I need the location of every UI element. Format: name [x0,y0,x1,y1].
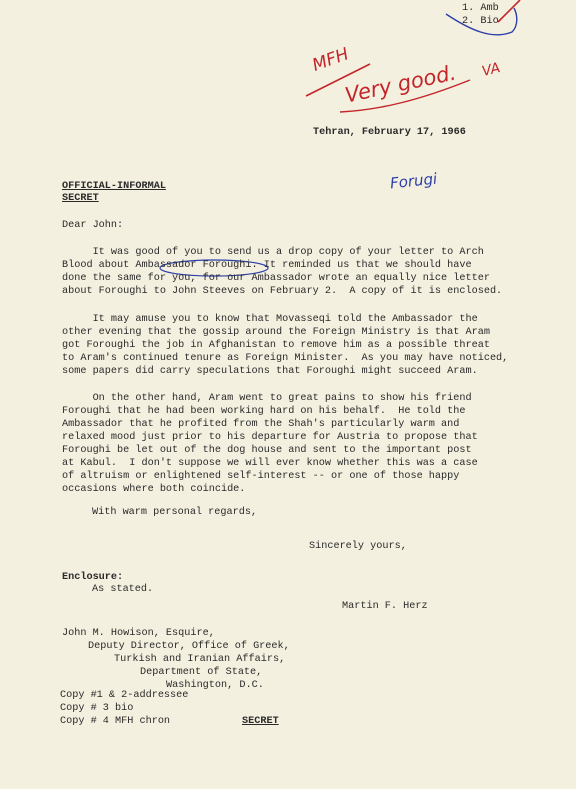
closing-regards: With warm personal regards, [92,507,258,518]
paragraph-line: It was good of you to send us a drop copy of your letter to Arch [62,247,484,258]
paragraph-line: It may amuse you to know that Movasseqi told the Ambassador the [62,314,478,325]
dateline: Tehran, February 17, 1966 [313,127,466,138]
comment-initials-annotation: VA [480,60,502,80]
addressee-line: John M. Howison, Esquire, [62,628,215,639]
routing-item-2: 2. Bio [462,16,499,27]
classification-line-1: OFFICIAL-INFORMAL [62,181,166,192]
addressee-line: Turkish and Iranian Affairs, [114,654,286,665]
copy-line: Copy #1 & 2-addressee [60,690,189,701]
complimentary-close: Sincerely yours, [309,541,407,552]
paragraph-line: done the same for you, for our Ambassador wrote an equally nice letter [62,273,490,284]
routing-item-1: 1. Amb [462,3,499,14]
paragraph-line: of altruism or enlightened self-interest -- or one of those happy [62,471,460,482]
enclosure-text: As stated. [92,584,154,595]
copy-line: Copy # 3 bio [60,703,134,714]
classification-line-2: SECRET [62,193,99,204]
paragraph-line: Ambassador that he profited from the Shah's particularly warm and [62,419,460,430]
signature-name: Martin F. Herz [342,601,428,612]
enclosure-label: Enclosure: [62,572,124,583]
initials-annotation: MFH [309,44,352,76]
paragraph-line: Foroughi be let out of the dog house and sent to the important post [62,445,472,456]
paragraph-line: occasions where both coincide. [62,484,246,495]
subject-annotation: Forugi [389,169,438,193]
paragraph-line: On the other hand, Aram went to great pains to show his friend [62,393,472,404]
paragraph-line: got Foroughi the job in Afghanistan to remove him as a possible threat [62,340,490,351]
paragraph-line: Blood about Ambassador Foroughi. It reminded us that we should have [62,260,472,271]
paragraph-line: Foroughi that he had been working hard on his behalf. He told the [62,406,466,417]
paragraph-line: other evening that the gossip around the Foreign Ministry is that Aram [62,327,490,338]
addressee-line: Washington, D.C. [166,680,264,691]
paragraph-line: some papers did carry speculations that Foroughi might succeed Aram. [62,366,478,377]
comment-annotation: Very good. [342,60,459,108]
footer-classification: SECRET [242,716,279,727]
paragraph-line: at Kabul. I don't suppose we will ever know whether this was a case [62,458,478,469]
paragraph-line: about Foroughi to John Steeves on February 2. A copy of it is enclosed. [62,286,503,297]
paragraph-line: to Aram's continued tenure as Foreign Minister. As you may have noticed, [62,353,509,364]
paragraph-line: relaxed mood just prior to his departure for Austria to propose that [62,432,478,443]
addressee-line: Deputy Director, Office of Greek, [88,641,290,652]
addressee-line: Department of State, [140,667,263,678]
salutation: Dear John: [62,220,124,231]
copy-line: Copy # 4 MFH chron [60,716,171,727]
